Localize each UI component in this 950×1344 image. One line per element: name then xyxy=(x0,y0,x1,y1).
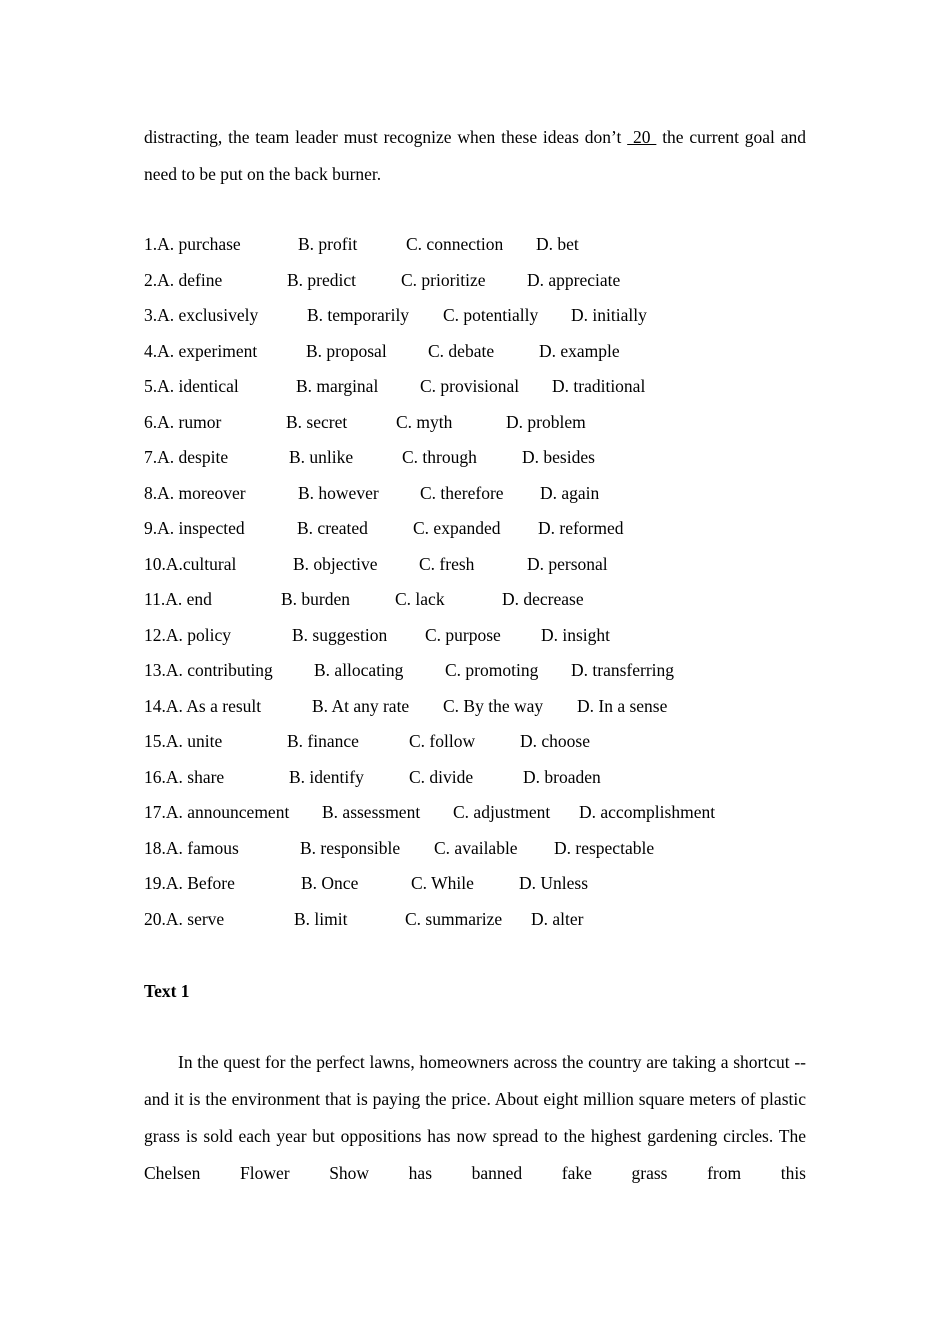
option-b-11: B. burden xyxy=(281,589,351,609)
blank-20: 20 xyxy=(627,127,657,147)
question-row-10 xyxy=(144,547,806,583)
option-b-3: B. temporarily xyxy=(307,305,410,325)
option-c-16: C. divide xyxy=(409,766,474,787)
option-b-12: B. suggestion xyxy=(292,624,388,645)
option-d-3: D. initially xyxy=(571,305,647,325)
option-a-20: 20.A. serve xyxy=(144,908,225,929)
option-c-15: C. follow xyxy=(409,731,476,751)
option-b-6: B. secret xyxy=(286,411,348,432)
question-row-13 xyxy=(144,653,806,689)
option-a-9: 9.A. inspected xyxy=(144,518,245,538)
option-b-2: B. predict xyxy=(287,269,357,290)
option-d-14: D. In a sense xyxy=(577,695,668,716)
option-c-4: C. debate xyxy=(428,340,495,361)
question-row-20 xyxy=(144,902,806,938)
option-a-13: 13.A. contributing xyxy=(144,660,273,680)
option-d-2: D. appreciate xyxy=(527,269,621,290)
option-a-7: 7.A. despite xyxy=(144,447,229,467)
option-a-18: 18.A. famous xyxy=(144,837,239,858)
text1-paragraph: In the quest for the perfect lawns, homeowners across the country are taking a shortcut -- and it is the environment that is paying the price. About eight million square meters of plastic grass is sold each year but oppositions has now spread to the highest gardening circles. The Chelsen Flower Show has banned fake grass from this xyxy=(144,1052,806,1183)
option-a-5: 5.A. identical xyxy=(144,376,239,396)
option-d-5: D. traditional xyxy=(552,376,646,396)
option-b-15: B. finance xyxy=(287,731,359,751)
option-a-8: 8.A. moreover xyxy=(144,482,246,503)
option-b-14: B. At any rate xyxy=(312,695,410,716)
option-c-13: C. promoting xyxy=(445,660,539,680)
option-b-8: B. however xyxy=(298,482,379,503)
option-c-14: C. By the way xyxy=(443,695,544,716)
question-row-19 xyxy=(144,866,806,902)
option-c-6: C. myth xyxy=(396,411,453,432)
question-row-7 xyxy=(144,440,806,476)
option-a-6: 6.A. rumor xyxy=(144,411,222,432)
option-d-1: D. bet xyxy=(536,234,579,254)
option-d-16: D. broaden xyxy=(523,766,601,787)
option-d-11: D. decrease xyxy=(502,589,584,609)
option-a-15: 15.A. unite xyxy=(144,731,223,751)
option-b-9: B. created xyxy=(297,518,368,538)
option-a-10: 10.A.cultural xyxy=(144,553,237,574)
option-b-1: B. profit xyxy=(298,234,358,254)
question-row-3 xyxy=(144,298,806,334)
question-row-16 xyxy=(144,760,806,796)
option-b-20: B. limit xyxy=(294,908,348,929)
document-page xyxy=(144,119,806,1192)
option-d-9: D. reformed xyxy=(538,518,624,538)
option-c-8: C. therefore xyxy=(420,482,504,503)
option-a-11: 11.A. end xyxy=(144,589,212,609)
option-b-18: B. responsible xyxy=(300,837,401,858)
question-row-4 xyxy=(144,334,806,370)
option-c-20: C. summarize xyxy=(405,908,503,929)
question-row-17 xyxy=(144,795,806,831)
option-d-17: D. accomplishment xyxy=(579,802,716,822)
option-c-12: C. purpose xyxy=(425,624,501,645)
option-c-11: C. lack xyxy=(395,589,445,609)
option-b-7: B. unlike xyxy=(289,447,354,467)
option-d-15: D. choose xyxy=(520,731,590,751)
option-d-4: D. example xyxy=(539,340,620,361)
option-d-13: D. transferring xyxy=(571,660,675,680)
question-row-11 xyxy=(144,582,806,618)
option-b-10: B. objective xyxy=(293,553,378,574)
intro-text-before: distracting, the team leader must recognize when these ideas don’t xyxy=(144,127,628,147)
option-c-10: C. fresh xyxy=(419,553,475,574)
option-d-10: D. personal xyxy=(527,553,608,574)
option-d-18: D. respectable xyxy=(554,837,655,858)
option-a-2: 2.A. define xyxy=(144,269,223,290)
option-a-17: 17.A. announcement xyxy=(144,802,290,822)
question-row-14 xyxy=(144,689,806,725)
option-c-1: C. connection xyxy=(406,234,504,254)
question-row-15 xyxy=(144,724,806,760)
option-c-3: C. potentially xyxy=(443,305,539,325)
question-row-18 xyxy=(144,831,806,867)
option-d-8: D. again xyxy=(540,482,600,503)
option-d-6: D. problem xyxy=(506,411,586,432)
option-a-4: 4.A. experiment xyxy=(144,340,258,361)
option-c-9: C. expanded xyxy=(413,518,501,538)
option-d-20: D. alter xyxy=(531,908,584,929)
question-row-12 xyxy=(144,618,806,654)
option-b-4: B. proposal xyxy=(306,340,387,361)
option-c-19: C. While xyxy=(411,873,474,893)
option-a-3: 3.A. exclusively xyxy=(144,305,259,325)
option-d-19: D. Unless xyxy=(519,873,589,893)
intro-text-after: the current goal and need to be put on the back burner. xyxy=(144,127,807,184)
option-c-18: C. available xyxy=(434,837,518,858)
option-a-19: 19.A. Before xyxy=(144,873,235,893)
option-a-1: 1.A. purchase xyxy=(144,234,241,254)
option-c-5: C. provisional xyxy=(420,376,520,396)
option-a-12: 12.A. policy xyxy=(144,624,232,645)
question-row-6 xyxy=(144,405,806,441)
option-a-14: 14.A. As a result xyxy=(144,695,262,716)
option-c-17: C. adjustment xyxy=(453,802,551,822)
option-d-7: D. besides xyxy=(522,447,595,467)
option-d-12: D. insight xyxy=(541,624,611,645)
question-row-5 xyxy=(144,369,806,405)
question-row-9 xyxy=(144,511,806,547)
option-c-2: C. prioritize xyxy=(401,269,486,290)
options-list xyxy=(144,227,806,937)
question-row-2 xyxy=(144,263,806,299)
option-a-16: 16.A. share xyxy=(144,766,225,787)
option-b-17: B. assessment xyxy=(322,802,421,822)
option-b-13: B. allocating xyxy=(314,660,404,680)
text1-heading: Text 1 xyxy=(144,981,190,1001)
option-c-7: C. through xyxy=(402,447,477,467)
option-b-16: B. identify xyxy=(289,766,364,787)
intro-paragraph xyxy=(144,119,806,193)
question-row-8 xyxy=(144,476,806,512)
option-b-5: B. marginal xyxy=(296,376,379,396)
option-b-19: B. Once xyxy=(301,873,359,893)
question-row-1 xyxy=(144,227,806,263)
